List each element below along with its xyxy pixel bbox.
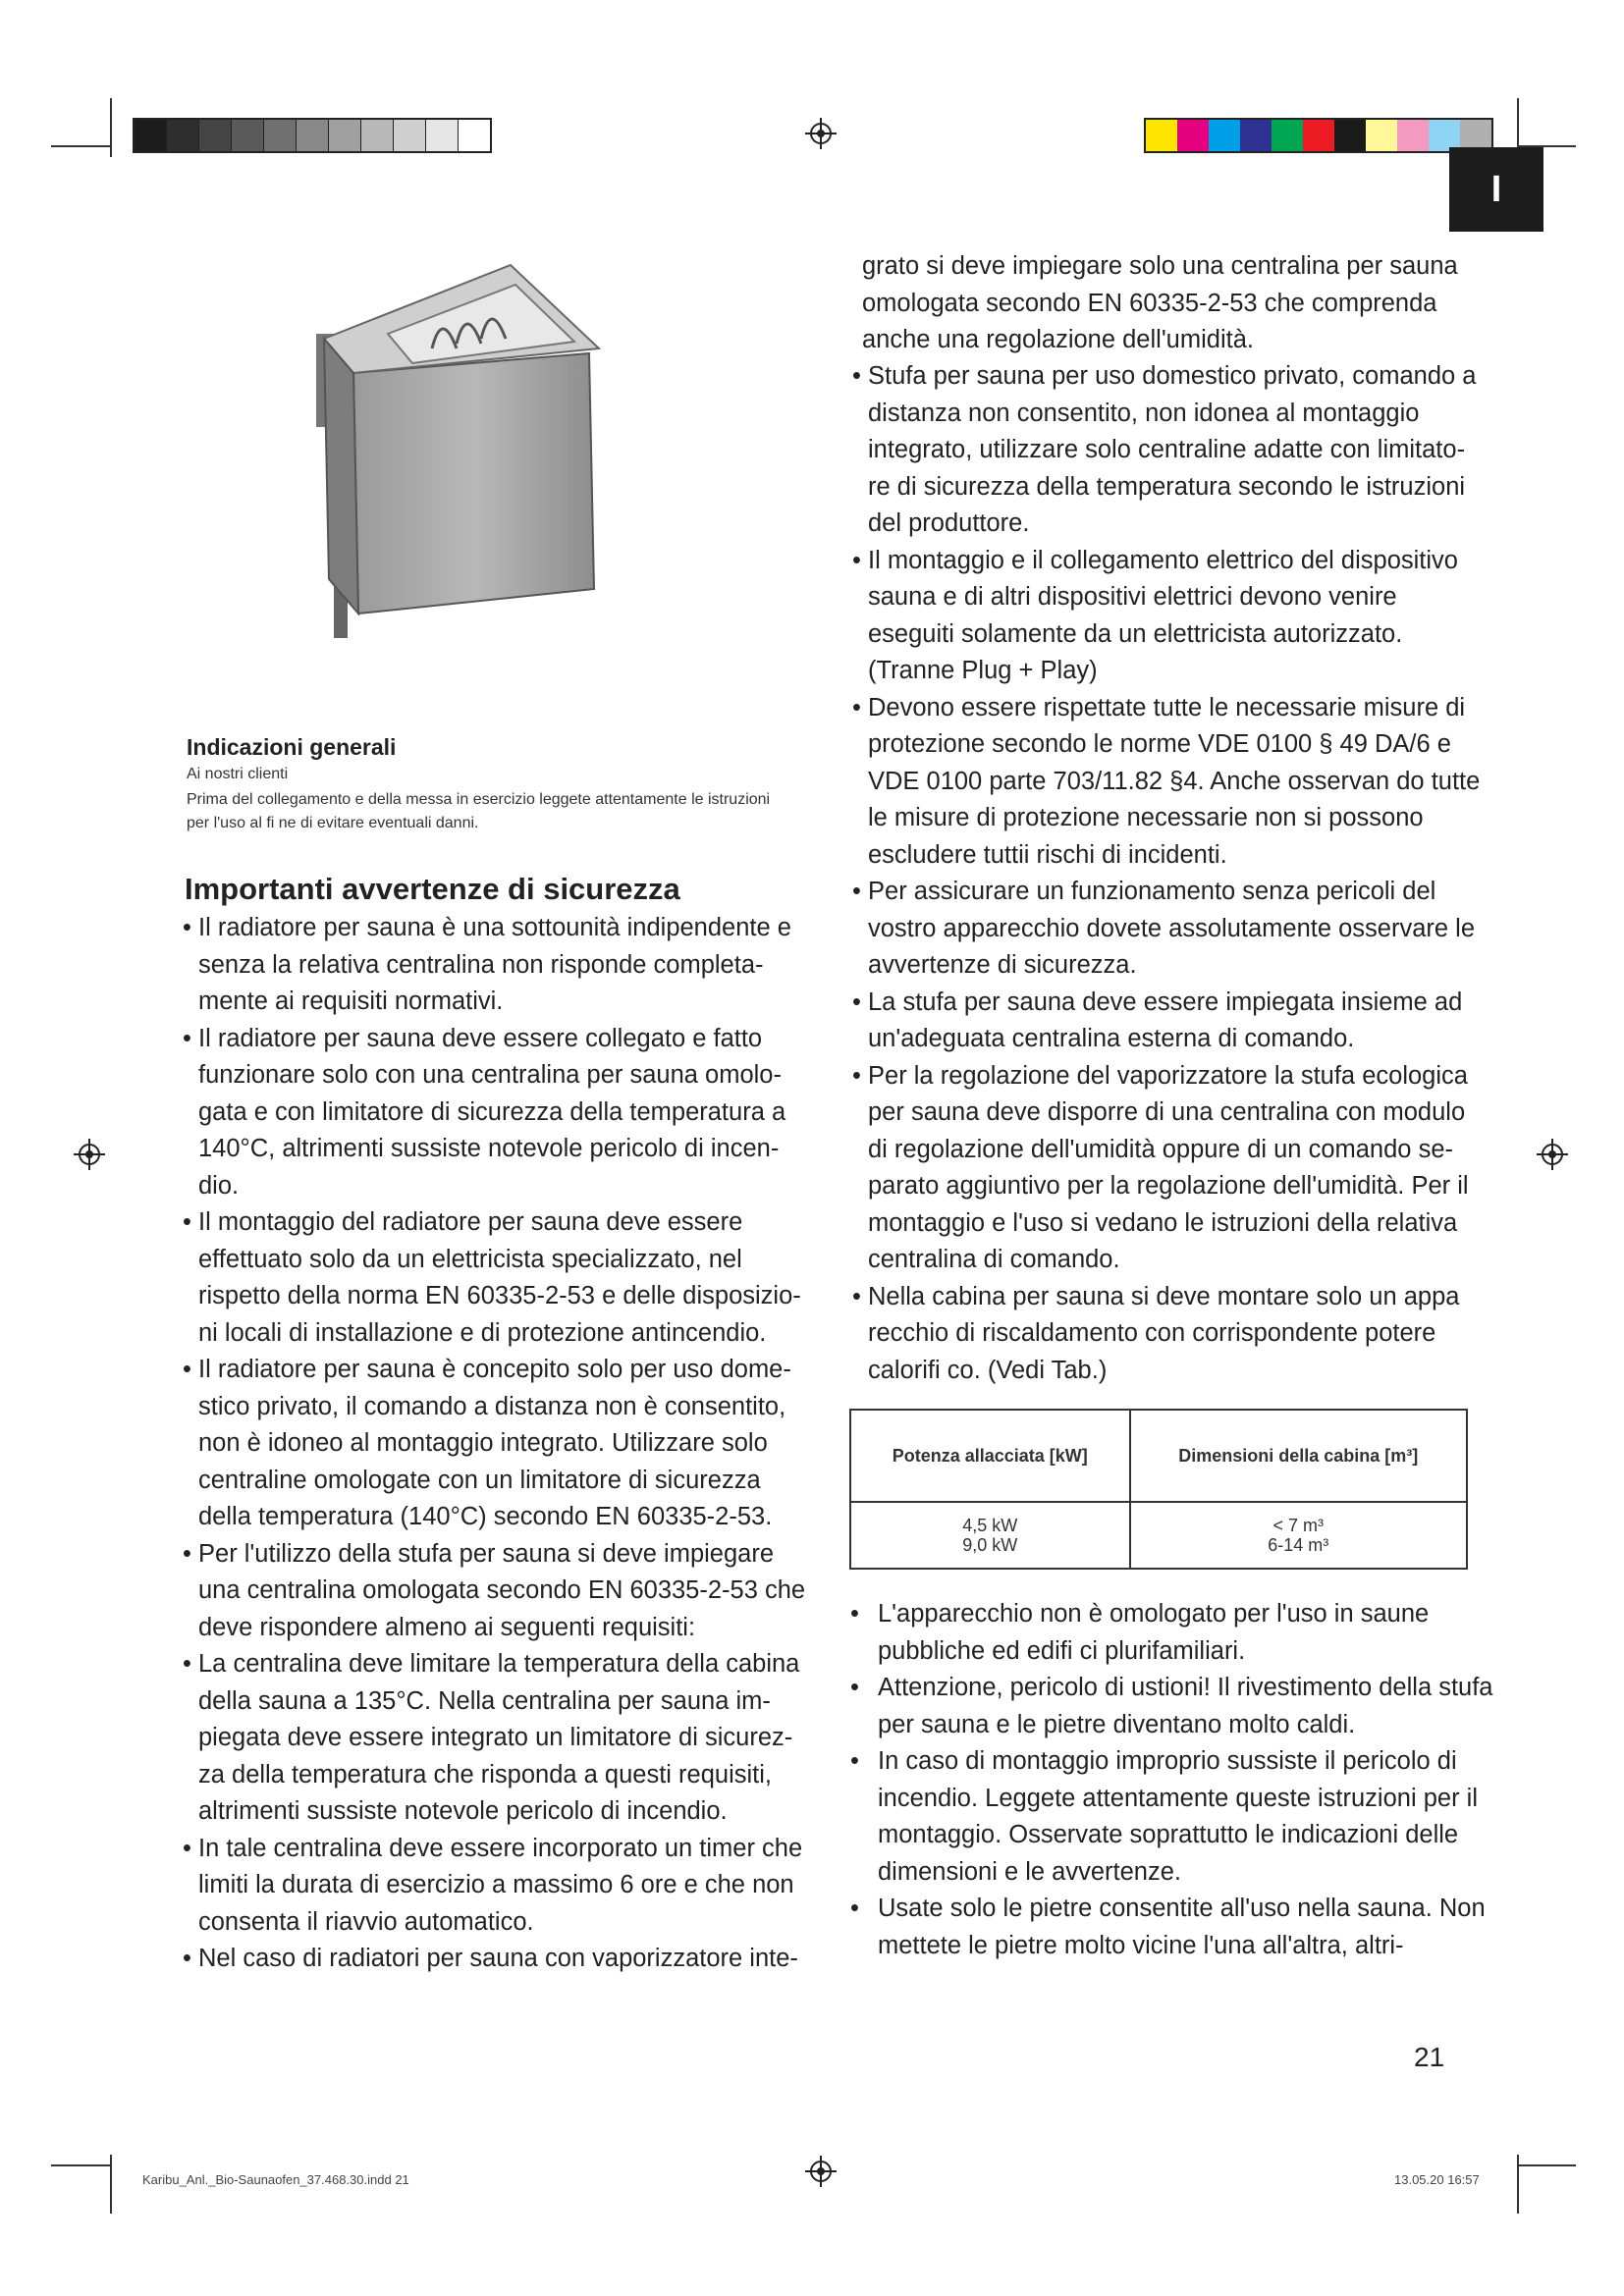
color-swatch [1209,120,1240,151]
list-item: • Per la regolazione del vaporizzatore la stufa ecologica per sauna deve disporre di una centralina con modulo di regolazione dell'umidità oppure di un comando se-parato aggiuntivo per la regolazione dell'umidità. Per il montaggio e l'uso si vedano le istruzioni della relativa centralina di comando. [852,1058,1481,1279]
safety-list-left [183,910,811,1978]
footer-filename: Karibu_Anl._Bio-Saunaofen_37.468.30.indd 21 [142,2172,409,2187]
crop-mark [51,2164,110,2166]
table-row [850,1502,1467,1569]
registration-mark-icon [805,118,837,149]
grayscale-calibration-strip [133,118,492,153]
color-swatch [1240,120,1272,151]
page-number: 21 [1414,2042,1445,2072]
footer-timestamp: 13.05.20 16:57 [1394,2172,1480,2187]
crop-mark [1517,2164,1576,2166]
list-item: • Per assicurare un funzionamento senza pericoli del vostro apparecchio dovete assolutamente osservare le avvertenze di sicurezza. [852,874,1481,985]
list-item: • Il radiatore per sauna deve essere collegato e fatto funzionare solo con una centralina per sauna omolo-gata e con limitatore di sicurezza della temperatura a 140°C, altrimenti sussiste notevole pericolo di incen-dio. [183,1021,811,1205]
list-item: • Usate solo le pietre consentite all'uso nella sauna. Non mettete le pietre molto vicine l'una all'altra, altri- [846,1891,1494,1964]
cabin-value: < 7 m³ [1272,1516,1325,1535]
table-cell [1130,1502,1467,1569]
gray-swatch [232,120,264,151]
gray-swatch [361,120,394,151]
sauna-heater-illustration [295,255,628,667]
list-item: • Il radiatore per sauna è concepito solo per uso dome-stico privato, il comando a distanza non è consentito, non è idoneo al montaggio integrato. Utilizzare solo centraline omologate con un limitatore di sicurezza della temperatura (140°C) secondo EN 60335-2-53. [183,1352,811,1536]
list-item: • Nel caso di radiatori per sauna con vaporizzatore inte- [183,1941,811,1978]
registration-mark-icon [1537,1139,1568,1170]
crop-mark [1517,2155,1519,2214]
registration-mark-icon [805,2156,837,2187]
color-swatch [1397,120,1429,151]
list-item: • Stufa per sauna per uso domestico privato, comando a distanza non consentito, non idonea al montaggio integrato, utilizzare solo centraline adatte con limitato-re di sicurezza della temperatura secondo le istruzioni del produttore. [852,358,1481,543]
table-cell [850,1502,1130,1569]
list-item: • Attenzione, pericolo di ustioni! Il rivestimento della stufa per sauna e le pietre diventano molto caldi. [846,1670,1494,1743]
power-value: 4,5 kW [962,1516,1018,1535]
list-item: • Il radiatore per sauna è una sottounità indipendente e senza la relativa centralina non risponde completa-mente ai requisiti normativi. [183,910,811,1021]
color-swatch [1146,120,1177,151]
general-info-title: Indicazioni generali [187,734,397,760]
safety-list-right [852,358,1481,1389]
color-swatch [1272,120,1303,151]
gray-swatch [459,120,490,151]
color-swatch [1334,120,1366,151]
list-item: • Il montaggio e il collegamento elettrico del dispositivo sauna e di altri dispositivi elettrici devono venire eseguiti solamente da un elettricista autorizzato. (Tranne Plug + Play) [852,543,1481,690]
color-calibration-strip [1144,118,1493,153]
safety-section-title: Importanti avvertenze di sicurezza [185,872,680,906]
gray-swatch [297,120,329,151]
list-item: • In caso di montaggio improprio sussiste il pericolo di incendio. Leggete attentamente queste istruzioni per il montaggio. Osservate soprattutto le indicazioni delle dimensioni e le avvertenze. [846,1743,1494,1891]
crop-mark [51,145,110,147]
power-cabin-table [849,1409,1468,1570]
gray-swatch [329,120,361,151]
general-info-subtitle: Ai nostri clienti [187,766,289,782]
gray-swatch [135,120,167,151]
color-swatch [1177,120,1209,151]
gray-swatch [264,120,297,151]
list-item: • In tale centralina deve essere incorporato un timer che limiti la durata di esercizio a massimo 6 ore e che non consenta il riavvio automatico. [183,1831,811,1942]
gray-swatch [167,120,199,151]
list-item: • Devono essere rispettate tutte le necessarie misure di protezione secondo le norme VDE 0100 § 49 DA/6 e VDE 0100 parte 703/11.82 §4. Anche osservan do tutte le misure di protezione necessarie non si possono escludere tuttii rischi di incidenti. [852,690,1481,875]
table-header-power: Potenza allacciata [kW] [850,1410,1130,1502]
power-value: 9,0 kW [962,1535,1018,1555]
list-item: • Per l'utilizzo della stufa per sauna si deve impiegare una centralina omologata secondo EN 60335-2-53 che deve rispondere almeno ai seguenti requisiti: [183,1536,811,1647]
general-info-text: Prima del collegamento e della messa in esercizio leggete attentamente le istruzioni per l'uso al fi ne di evitare eventuali danni. [187,791,771,831]
crop-mark [110,2155,112,2214]
table-header-cabin: Dimensioni della cabina [m³] [1130,1410,1467,1502]
registration-mark-icon [74,1139,105,1170]
list-item: • La stufa per sauna deve essere impiegata insieme ad un'adeguata centralina esterna di comando. [852,985,1481,1058]
continued-text: grato si deve impiegare solo una centralina per sauna omologata secondo EN 60335-2-53 che comprenda anche una regolazione dell'umidità. [862,252,1458,353]
list-item: • La centralina deve limitare la temperatura della cabina della sauna a 135°C. Nella centralina per sauna im-piegata deve essere integrato un limitatore di sicurez-za della temperatura che risponda a questi requisiti, altrimenti sussiste notevole pericolo di incendio. [183,1646,811,1831]
list-item: • L'apparecchio non è omologato per l'uso in saune pubbliche ed edifi ci plurifamiliari. [846,1596,1494,1670]
cabin-value: 6-14 m³ [1268,1535,1329,1555]
crop-mark [110,98,112,157]
color-swatch [1366,120,1397,151]
gray-swatch [199,120,232,151]
gray-swatch [394,120,426,151]
color-swatch [1303,120,1334,151]
language-tab: I [1449,147,1543,232]
warning-list [846,1596,1494,1964]
list-item: • Il montaggio del radiatore per sauna deve essere effettuato solo da un elettricista specializzato, nel rispetto della norma EN 60335-2-53 e delle disposizio-ni locali di installazione e di protezione antincendio. [183,1204,811,1352]
list-item: • Nella cabina per sauna si deve montare solo un appa recchio di riscaldamento con corrispondente potere calorifi co. (Vedi Tab.) [852,1279,1481,1390]
gray-swatch [426,120,459,151]
